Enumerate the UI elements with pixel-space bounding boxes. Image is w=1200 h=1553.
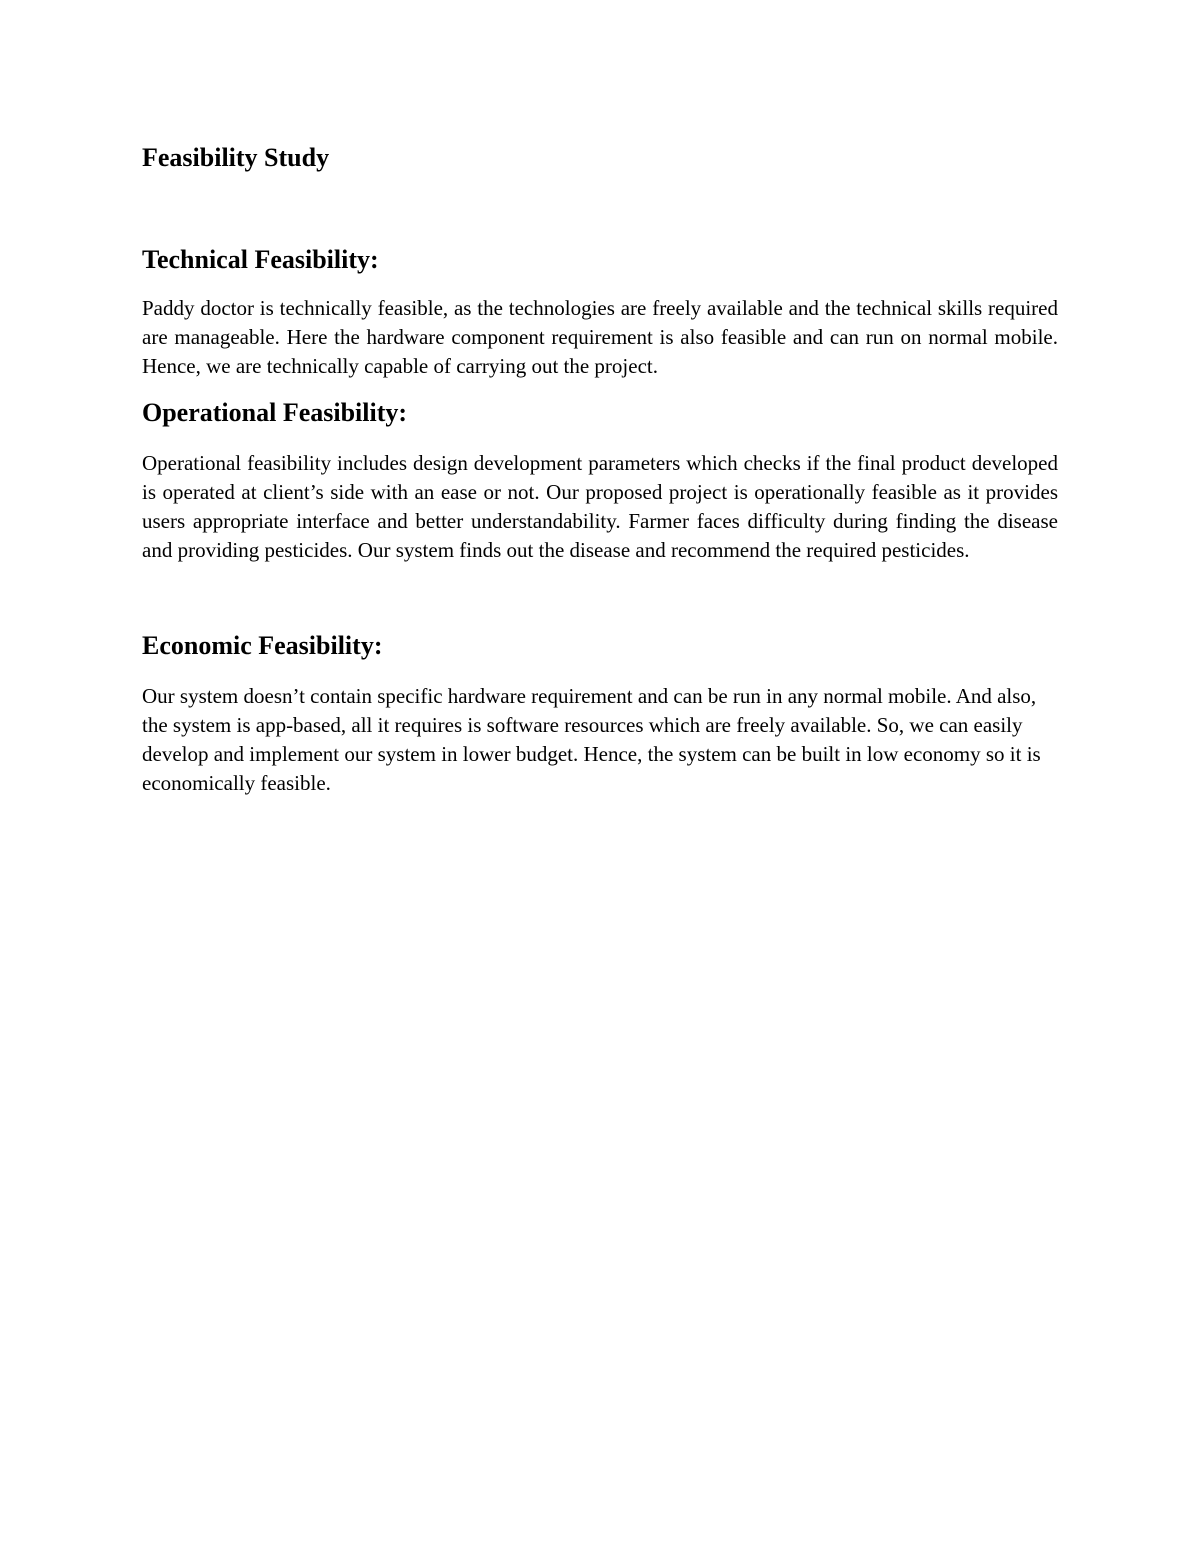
document-title: Feasibility Study	[142, 143, 330, 172]
paragraph-operational-feasibility: Operational feasibility includes design development parameters which checks if the final product developed is operated at client’s side with an ease or not. Our proposed project is operationally feasible as it provides users appropriate interface and better understandability. Farmer faces difficulty during finding the disease and providing pesticides. Our system finds out the disease and recommend the required pesticides.	[142, 451, 1058, 562]
document-content	[142, 138, 1058, 798]
paragraph-economic-feasibility: Our system doesn’t contain specific hardware requirement and can be run in any normal mobile. And also, the system is app-based, all it requires is software resources which are freely available. So, we can easily develop and implement our system in lower budget. Hence, the system can be built in low economy so it is economically feasible.	[142, 684, 1041, 795]
heading-operational-feasibility: Operational Feasibility:	[142, 398, 408, 427]
heading-economic-feasibility: Economic Feasibility:	[142, 631, 383, 660]
heading-technical-feasibility: Technical Feasibility:	[142, 245, 379, 274]
paragraph-technical-feasibility: Paddy doctor is technically feasible, as the technologies are freely available and the technical skills required are manageable. Here the hardware component requirement is also feasible and can run on normal mobile. Hence, we are technically capable of carrying out the project.	[142, 296, 1058, 378]
